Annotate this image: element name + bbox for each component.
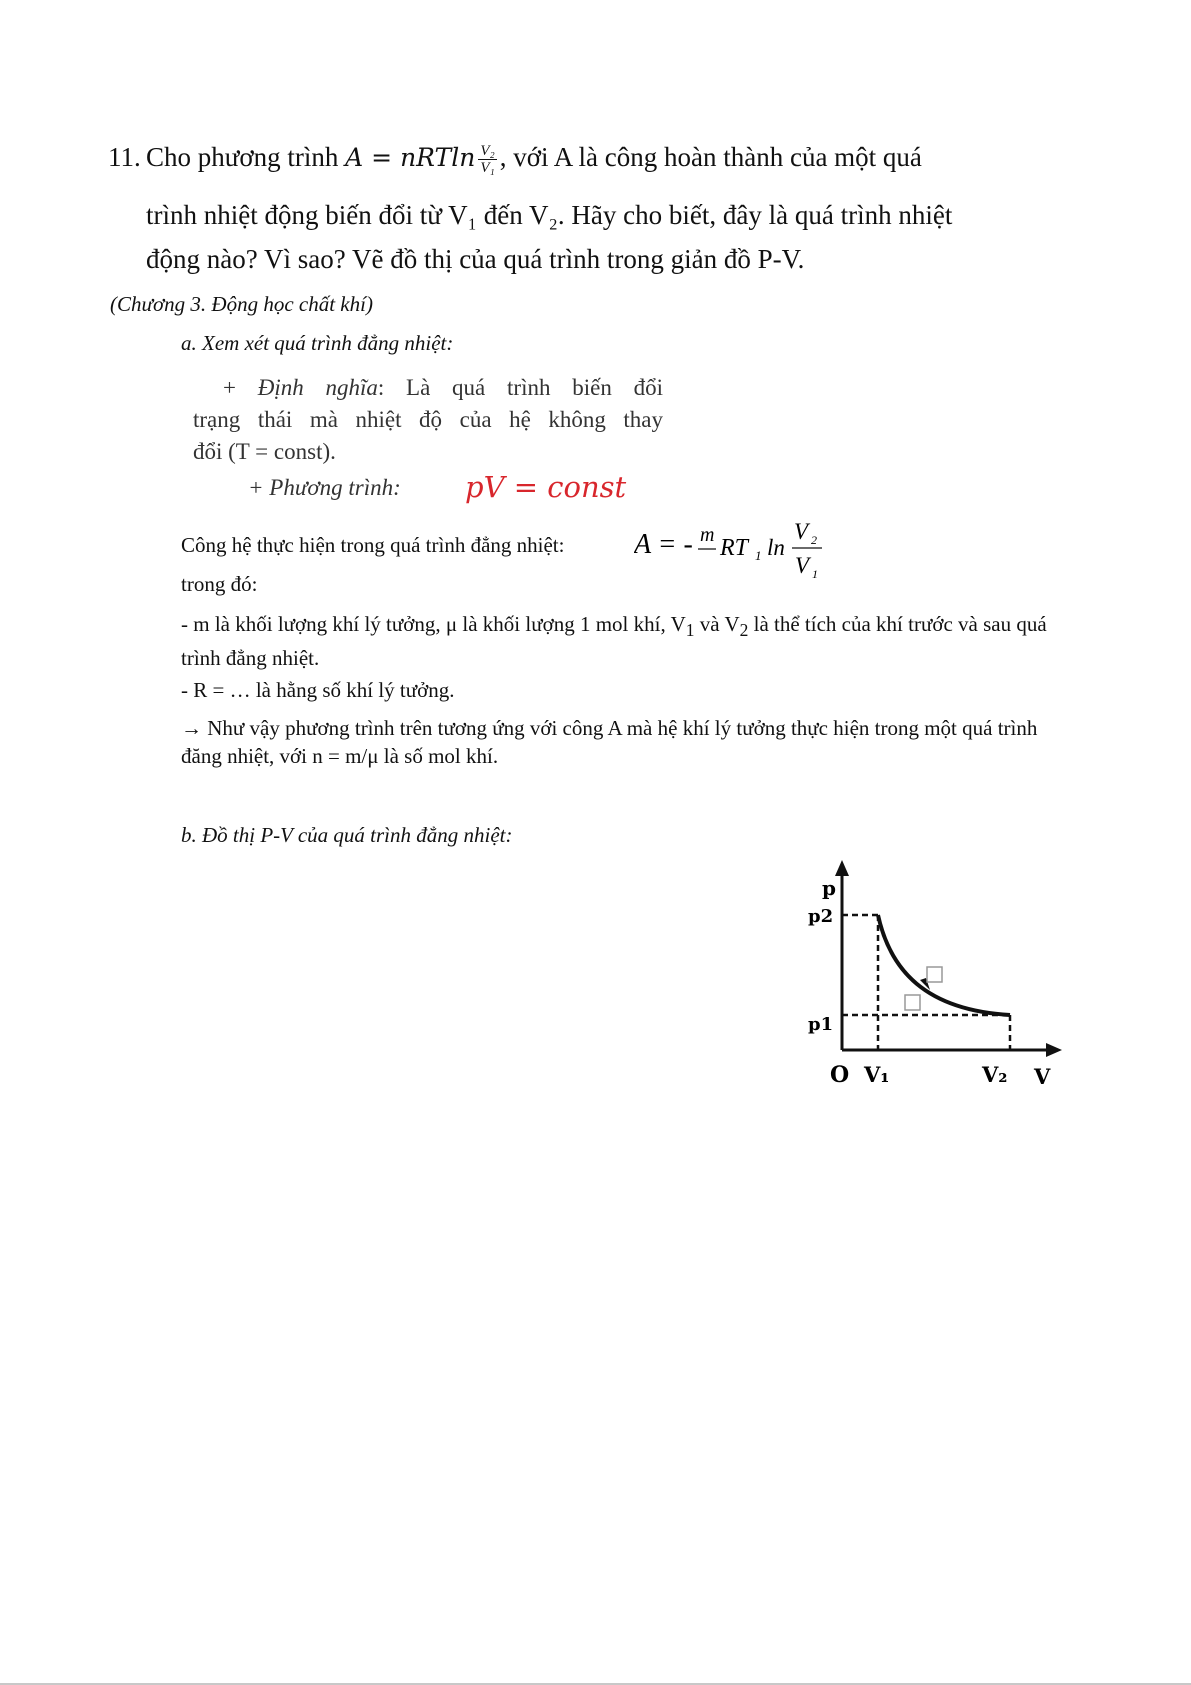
formula-m: m bbox=[700, 524, 715, 546]
definition-prefix: + bbox=[223, 375, 258, 400]
bullet-mass-sub1: 1 bbox=[685, 620, 695, 641]
work-formula-svg bbox=[634, 515, 834, 585]
formula-v1: V bbox=[795, 553, 810, 578]
question-formula: A = nRTln bbox=[345, 143, 476, 172]
definition-line-3: đổi (T = const). bbox=[193, 439, 336, 464]
definition-line-1-rest: : Là quá trình biến đổi bbox=[377, 375, 663, 400]
v-axis-arrow bbox=[1046, 1043, 1062, 1057]
equation-label bbox=[248, 475, 401, 501]
formula-v2-sub: 2 bbox=[811, 533, 817, 547]
p2-label: p2 bbox=[808, 906, 834, 927]
where-label: trong đó: bbox=[181, 572, 258, 596]
p1-label: p1 bbox=[808, 1014, 834, 1035]
origin-label: O bbox=[830, 1062, 850, 1088]
formula-rt-sub: 1 bbox=[755, 548, 762, 563]
pv-diagram bbox=[800, 860, 1090, 1100]
bullet-mass-b: và V bbox=[694, 612, 740, 636]
question-formula-numerator: V₂ bbox=[480, 143, 495, 160]
question-line-3: động nào? Vì sao? Vẽ đồ thị của quá trình trong giản đồ P-V. bbox=[146, 244, 805, 274]
formula-v2: V bbox=[794, 519, 809, 544]
bullet-gas-constant: - R = … là hằng số khí lý tưởng. bbox=[181, 678, 455, 702]
definition-line-2: trạng thái mà nhiệt độ của hệ không thay bbox=[193, 407, 663, 432]
placeholder-box-1 bbox=[927, 967, 942, 982]
v2-label: V₂ bbox=[982, 1062, 1008, 1087]
conclusion: → Như vậy phương trình trên tương ứng với công A mà hệ khí lý tưởng thực hiện trong một quá trình đăng nhiệt, với n = m/μ là số mol khí. bbox=[181, 716, 1038, 768]
pv-diagram-svg bbox=[800, 860, 1090, 1095]
isotherm-curve bbox=[878, 915, 1010, 1015]
bullet-mass-c: là thể tích của khí trước và sau quá trình đẳng nhiệt. bbox=[181, 612, 1047, 671]
p-axis-arrow bbox=[835, 860, 849, 876]
definition-label: Định nghĩa bbox=[257, 375, 378, 400]
p-axis-label: p bbox=[822, 876, 836, 900]
question-line-1-pre: Cho phương trình bbox=[146, 142, 346, 172]
question-line-1 bbox=[146, 142, 922, 176]
bullet-mass-sub2: 2 bbox=[739, 620, 749, 641]
chapter-reference: (Chương 3. Động học chất khí) bbox=[110, 292, 373, 316]
definition-block bbox=[193, 372, 663, 468]
work-formula bbox=[634, 515, 834, 585]
formula-v1-sub: 1 bbox=[812, 567, 818, 581]
formula-rt: RT bbox=[720, 535, 749, 561]
bullet-mass bbox=[181, 610, 1071, 672]
definition-line-1 bbox=[193, 372, 663, 404]
equation-label-text: + Phương trình: bbox=[248, 475, 401, 500]
v1-label: V₁ bbox=[864, 1062, 890, 1087]
work-text: Công hệ thực hiện trong quá trình đẳng nhiệt: bbox=[181, 533, 565, 557]
section-a-heading: a. Xem xét quá trình đẳng nhiệt: bbox=[181, 331, 454, 355]
v-axis-label: V bbox=[1034, 1064, 1051, 1089]
question-line-2: trình nhiệt động biến đổi từ V₁ đến V₂. Hãy cho biết, đây là quá trình nhiệt bbox=[146, 200, 953, 230]
formula-a: A = - bbox=[634, 529, 693, 560]
question-number: 11. bbox=[108, 142, 141, 172]
question-formula-fraction bbox=[478, 143, 496, 176]
bullet-mass-a: - m là khối lượng khí lý tưởng, μ là khối lượng 1 mol khí, V bbox=[181, 612, 686, 636]
isothermal-equation: pV = const bbox=[465, 470, 627, 504]
question-formula-denominator: V₁ bbox=[480, 160, 495, 177]
section-b-heading: b. Đồ thị P-V của quá trình đẳng nhiệt: bbox=[181, 823, 513, 847]
formula-ln: ln bbox=[767, 535, 785, 560]
question-line-1-post: , với A là công hoàn thành của một quá bbox=[499, 142, 922, 172]
placeholder-box-2 bbox=[905, 995, 920, 1010]
